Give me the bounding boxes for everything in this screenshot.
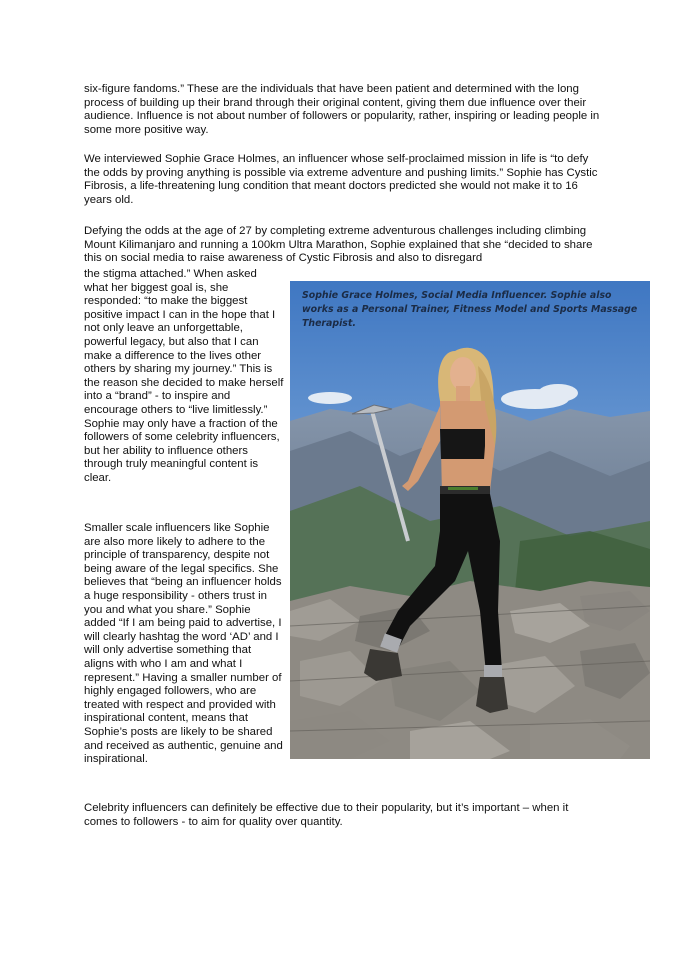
photo-caption: Sophie Grace Holmes, Social Media Influencer. Sophie also works as a Personal Trainer, Fitness Model and Sports Massage Therapist.	[302, 290, 638, 329]
paragraph-transparency: Smaller scale influencers like Sophie are also more likely to adhere to the principle of transparency, despite not being aware of the legal specifics. She believes that “being an influencer holds a huge responsibility - others trust in you and what you share.” Sophie added “If I am being paid to advertise, I will clearly hashtag the word ‘AD’ and I will only advertise something that aligns with who I am and what I represent.” Having a smaller number of highly engaged followers, who are treated with respect and provided with inspirational content, means that Sophie’s posts are likely to be shared and received as authentic, genuine and inspirational.	[84, 522, 283, 766]
paragraph-conclusion: Celebrity influencers can definitely be effective due to their popularity, but it’s important – when it comes to followers - to aim for quality over quantity.	[84, 802, 569, 828]
rock-pile	[290, 581, 650, 759]
influencer-photo	[290, 281, 650, 759]
paragraph-defying-odds: Defying the odds at the age of 27 by completing extreme adventurous challenges including climbing Mount Kilimanjaro and running a 100km Ultra Marathon, Sophie explained that she “decided to share this on social media to raise awareness of Cystic Fibrosis and also to disregard	[84, 225, 593, 265]
paragraph-fandoms: six-figure fandoms.” These are the individuals that have been patient and determined with the long process of building up their brand through their original content, giving them due influence over their audience. Influence is not about number of followers or popularity, rather, inspiring or leading people in some more positive way.	[84, 83, 600, 136]
paragraph-interview: We interviewed Sophie Grace Holmes, an influencer whose self-proclaimed mission in life is “to defy the odds by proving anything is possible via extreme adventure and pushing limits.” Sophie has Cystic Fibrosis, a life-threatening lung condition that meant doctors predicted she would not make it to 16 years old.	[84, 153, 598, 206]
mountain-summit-illustration	[290, 281, 650, 759]
paragraph-biggest-goal: the stigma attached.” When asked what her biggest goal is, she responded: “to make the biggest positive impact I can in the hope that I not only leave an unforgettable, powerful legacy, but also that I can make a difference to the lives other others by sharing my journey.” This is the reason she decided to make herself into a “brand” - to inspire and encourage others to “live limitlessly.” Sophie may only have a fraction of the followers of some celebrity influencers, but her ability to influence others through truly meaningful content is clear.	[84, 268, 284, 484]
